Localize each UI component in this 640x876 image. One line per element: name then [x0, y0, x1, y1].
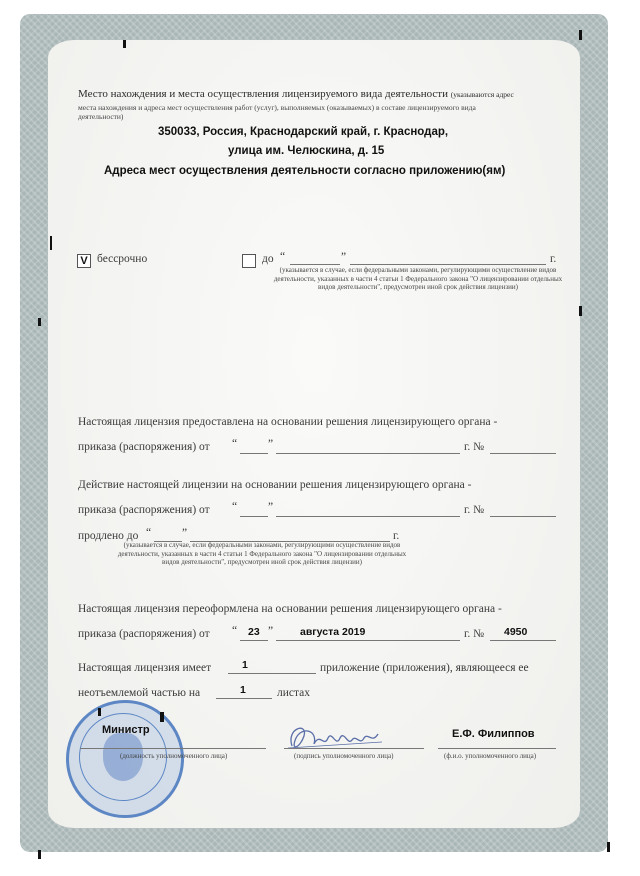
basis-line1: Настоящая лицензия предоставлена на основании решения лицензирующего органа - — [78, 416, 498, 428]
term-note: (указывается в случае, если федеральными законами, регулирующими осуществление видов деятельности, указанных в части 4 статьи 1 Федерального закона "О лицензировании отдельных видов деятельности", предусмотрен иной срок действия лицензии) — [273, 266, 563, 291]
until-label: до — [262, 253, 274, 265]
name-line — [438, 748, 556, 749]
reissue-date-field[interactable] — [276, 640, 460, 641]
annex-part1: Настоящая лицензия имеет — [78, 662, 212, 674]
extension-order-label: приказа (распоряжения) от — [78, 504, 210, 516]
basis-order-label: приказа (распоряжения) от — [78, 441, 210, 453]
scan-mark — [123, 40, 126, 48]
position-line — [80, 748, 266, 749]
address-line3: Адреса мест осуществления деятельности согласно приложению(ям) — [104, 165, 506, 177]
header-note-line3: деятельности) — [78, 112, 124, 121]
term-year-suffix: г. — [550, 253, 557, 265]
annex-part4: листах — [277, 687, 311, 699]
extension-number-field[interactable] — [490, 516, 556, 517]
scan-mark — [579, 306, 582, 316]
reissue-month-year: августа 2019 — [300, 626, 366, 638]
scan-mark — [98, 708, 101, 716]
annex-part3: неотъемлемой частью на — [78, 687, 201, 699]
basis-quote-open: “ — [232, 438, 238, 450]
extension-line1: Действие настоящей лицензии на основании решения лицензирующего органа - — [78, 479, 472, 491]
scan-mark — [38, 850, 41, 859]
term-day-field[interactable] — [290, 264, 340, 265]
reissue-year-no: г. № — [464, 628, 485, 640]
reissue-number: 4950 — [504, 626, 528, 638]
basis-quote-close: ” — [268, 438, 274, 450]
term-quote-close: ” — [341, 251, 347, 263]
extended-quote-open: “ — [146, 527, 152, 539]
term-date-field[interactable] — [350, 264, 546, 265]
reissue-quote-close: ” — [268, 625, 274, 637]
extension-date-field[interactable] — [276, 516, 460, 517]
reissue-line1: Настоящая лицензия переоформлена на основании решения лицензирующего органа - — [78, 603, 502, 615]
extended-label: продлено до — [78, 530, 139, 542]
address-line1: 350033, Россия, Краснодарский край, г. Краснодар, — [158, 126, 449, 138]
term-quote-open: “ — [280, 251, 286, 263]
basis-number-field[interactable] — [490, 453, 556, 454]
header-main: Место нахождения и места осуществления лицензируемого вида деятельности — [78, 88, 448, 100]
header-note-line2: места нахождения и адреса мест осуществления работ (услуг), выполняемых (оказываемых) в составе лицензируемого вида — [78, 103, 476, 112]
extension-quote-open: “ — [232, 501, 238, 513]
basis-year-no: г. № — [464, 441, 485, 453]
reissue-day: 23 — [248, 626, 260, 638]
address-line2: улица им. Челюскина, д. 15 — [228, 145, 385, 157]
scan-mark — [579, 30, 582, 40]
signer-name: Е.Ф. Филиппов — [452, 728, 535, 740]
name-caption: (ф.и.о. уполномоченного лица) — [444, 752, 537, 760]
annex-count: 1 — [242, 659, 248, 671]
unlimited-checkbox[interactable]: V — [77, 254, 91, 268]
reissue-quote-open: “ — [232, 625, 238, 637]
signature-line — [284, 748, 424, 749]
basis-day-field[interactable] — [240, 453, 268, 454]
extension-quote-close: ” — [268, 501, 274, 513]
scan-mark — [38, 318, 41, 326]
extended-quote-close: ” — [182, 527, 188, 539]
annex-sheets: 1 — [240, 684, 246, 696]
basis-date-field[interactable] — [276, 453, 460, 454]
header-line — [78, 88, 514, 100]
annex-part2: приложение (приложения), являющееся ее — [320, 662, 529, 674]
reissue-number-field[interactable] — [490, 640, 556, 641]
extended-year-suffix: г. — [393, 530, 400, 542]
scan-mark — [160, 712, 164, 722]
reissue-order-label: приказа (распоряжения) от — [78, 628, 210, 640]
extension-day-field[interactable] — [240, 516, 268, 517]
extension-year-no: г. № — [464, 504, 485, 516]
scan-mark — [607, 842, 610, 852]
extension-note: (указывается в случае, если федеральными законами, регулирующими осуществление видов деятельности, указанных в части 4 статьи 1 Федерального закона "О лицензировании отдельных видов деятельности", предусмотрен иной срок действия лицензии) — [117, 541, 407, 566]
header-note-suffix: (указываются адрес — [450, 90, 514, 99]
until-checkbox[interactable] — [242, 254, 256, 268]
signature-caption: (подпись уполномоченного лица) — [294, 752, 394, 760]
unlimited-label: бессрочно — [97, 253, 148, 265]
annex-sheets-field[interactable] — [216, 698, 272, 699]
annex-count-field[interactable] — [228, 673, 316, 674]
signer-position: Министр — [102, 724, 150, 736]
reissue-day-field[interactable] — [240, 640, 268, 641]
scan-mark — [50, 236, 52, 250]
position-caption: (должность уполномоченного лица) — [120, 752, 228, 760]
